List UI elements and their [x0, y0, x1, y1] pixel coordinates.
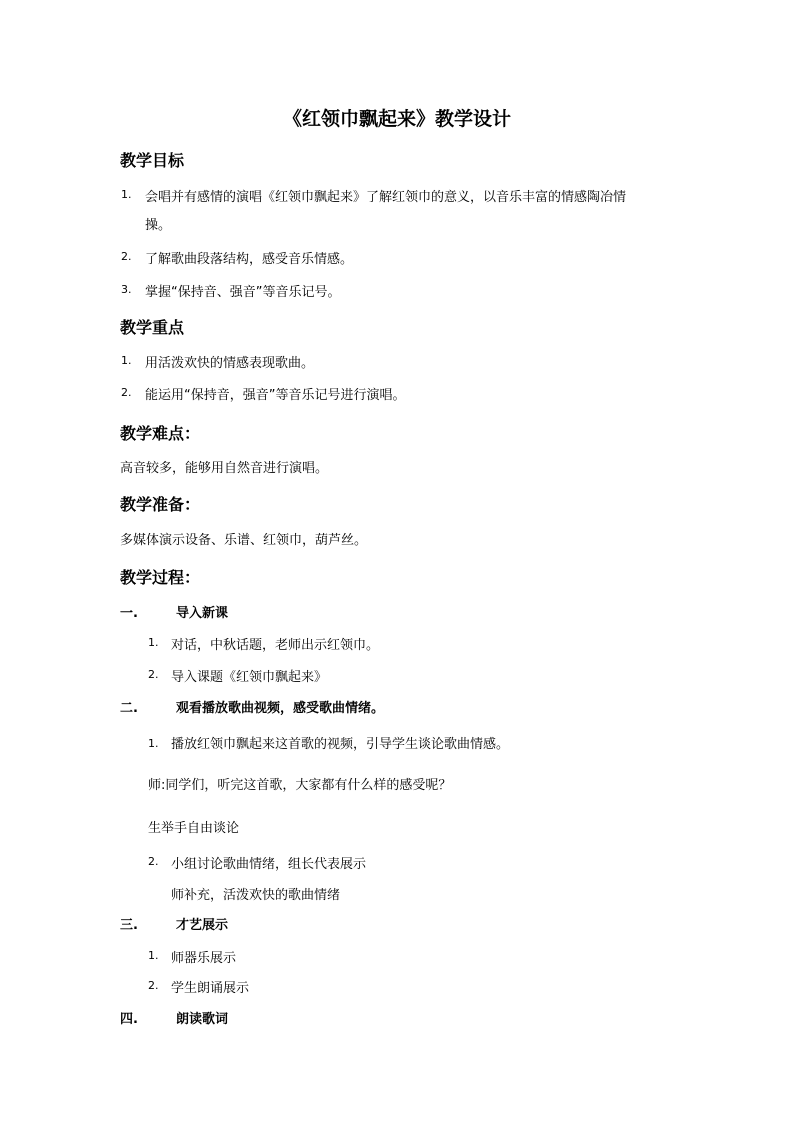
key-point-2-number: 2.	[121, 386, 132, 399]
section-1-title: 导入新课	[176, 606, 229, 621]
section-2-item-1-number: 1.	[148, 737, 159, 750]
section-2-item-1-text: 播放红领巾飘起来这首歌的视频，引导学生谈论歌曲情感。	[171, 737, 510, 752]
section-3-item-2-number: 2.	[148, 979, 159, 992]
section-3-item-2-text: 学生朗诵展示	[171, 981, 250, 996]
section-2-teacher-supplement: 师补充，活泼欢快的歌曲情绪	[171, 888, 341, 903]
objective-1-text-cont: 操。	[145, 218, 172, 233]
section-1-item-1-text: 对话，中秋话题，老师出示红领巾。	[171, 638, 380, 653]
section-2-title: 观看播放歌曲视频，感受歌曲情绪。	[176, 701, 385, 716]
difficulty-text: 高音较多，能够用自然音进行演唱。	[120, 461, 329, 476]
section-3-item-1-number: 1.	[148, 949, 159, 962]
section-1-item-2-number: 2.	[148, 668, 159, 681]
document-title: 《红领巾飘起来》教学设计	[282, 108, 511, 130]
heading-key-points: 教学重点	[120, 318, 185, 337]
key-point-2-text: 能运用“保持音，强音”等音乐记号进行演唱。	[145, 388, 406, 403]
key-point-1-text: 用活泼欢快的情感表现歌曲。	[145, 356, 315, 371]
section-4-number: 四.	[120, 1012, 138, 1027]
objective-2-text: 了解歌曲段落结构，感受音乐情感。	[145, 252, 354, 267]
section-4-title: 朗读歌词	[176, 1012, 229, 1027]
section-3-number: 三.	[120, 918, 138, 933]
section-2-student-line: 生举手自由谈论	[148, 821, 240, 836]
section-1-item-2-text: 导入课题《红领巾飘起来》	[171, 670, 328, 685]
section-1-item-1-number: 1.	[148, 636, 159, 649]
objective-3-text: 掌握“保持音、强音”等音乐记号。	[145, 285, 341, 300]
section-2-item-2-text: 小组讨论歌曲情绪，组长代表展示	[171, 857, 367, 872]
heading-preparation: 教学准备：	[120, 495, 201, 514]
objective-2-number: 2.	[121, 250, 132, 263]
section-2-number: 二.	[120, 701, 138, 716]
objective-3-number: 3.	[121, 283, 132, 296]
objective-1-number: 1.	[121, 188, 132, 201]
section-1-number: 一.	[120, 606, 138, 621]
section-2-item-2-number: 2.	[148, 855, 159, 868]
preparation-text: 多媒体演示设备、乐谱、红领巾，葫芦丝。	[120, 533, 368, 548]
heading-objectives: 教学目标	[120, 151, 185, 170]
section-3-title: 才艺展示	[176, 918, 229, 933]
heading-difficulty: 教学难点：	[120, 424, 201, 443]
objective-1-text: 会唱并有感情的演唱《红领巾飘起来》了解红领巾的意义，以音乐丰富的情感陶冶情	[145, 190, 627, 205]
section-2-teacher-line: 师:同学们，听完这首歌，大家都有什么样的感受呢？	[148, 778, 452, 793]
key-point-1-number: 1.	[121, 354, 132, 367]
section-3-item-1-text: 师器乐展示	[171, 951, 237, 966]
heading-process: 教学过程：	[120, 568, 201, 587]
